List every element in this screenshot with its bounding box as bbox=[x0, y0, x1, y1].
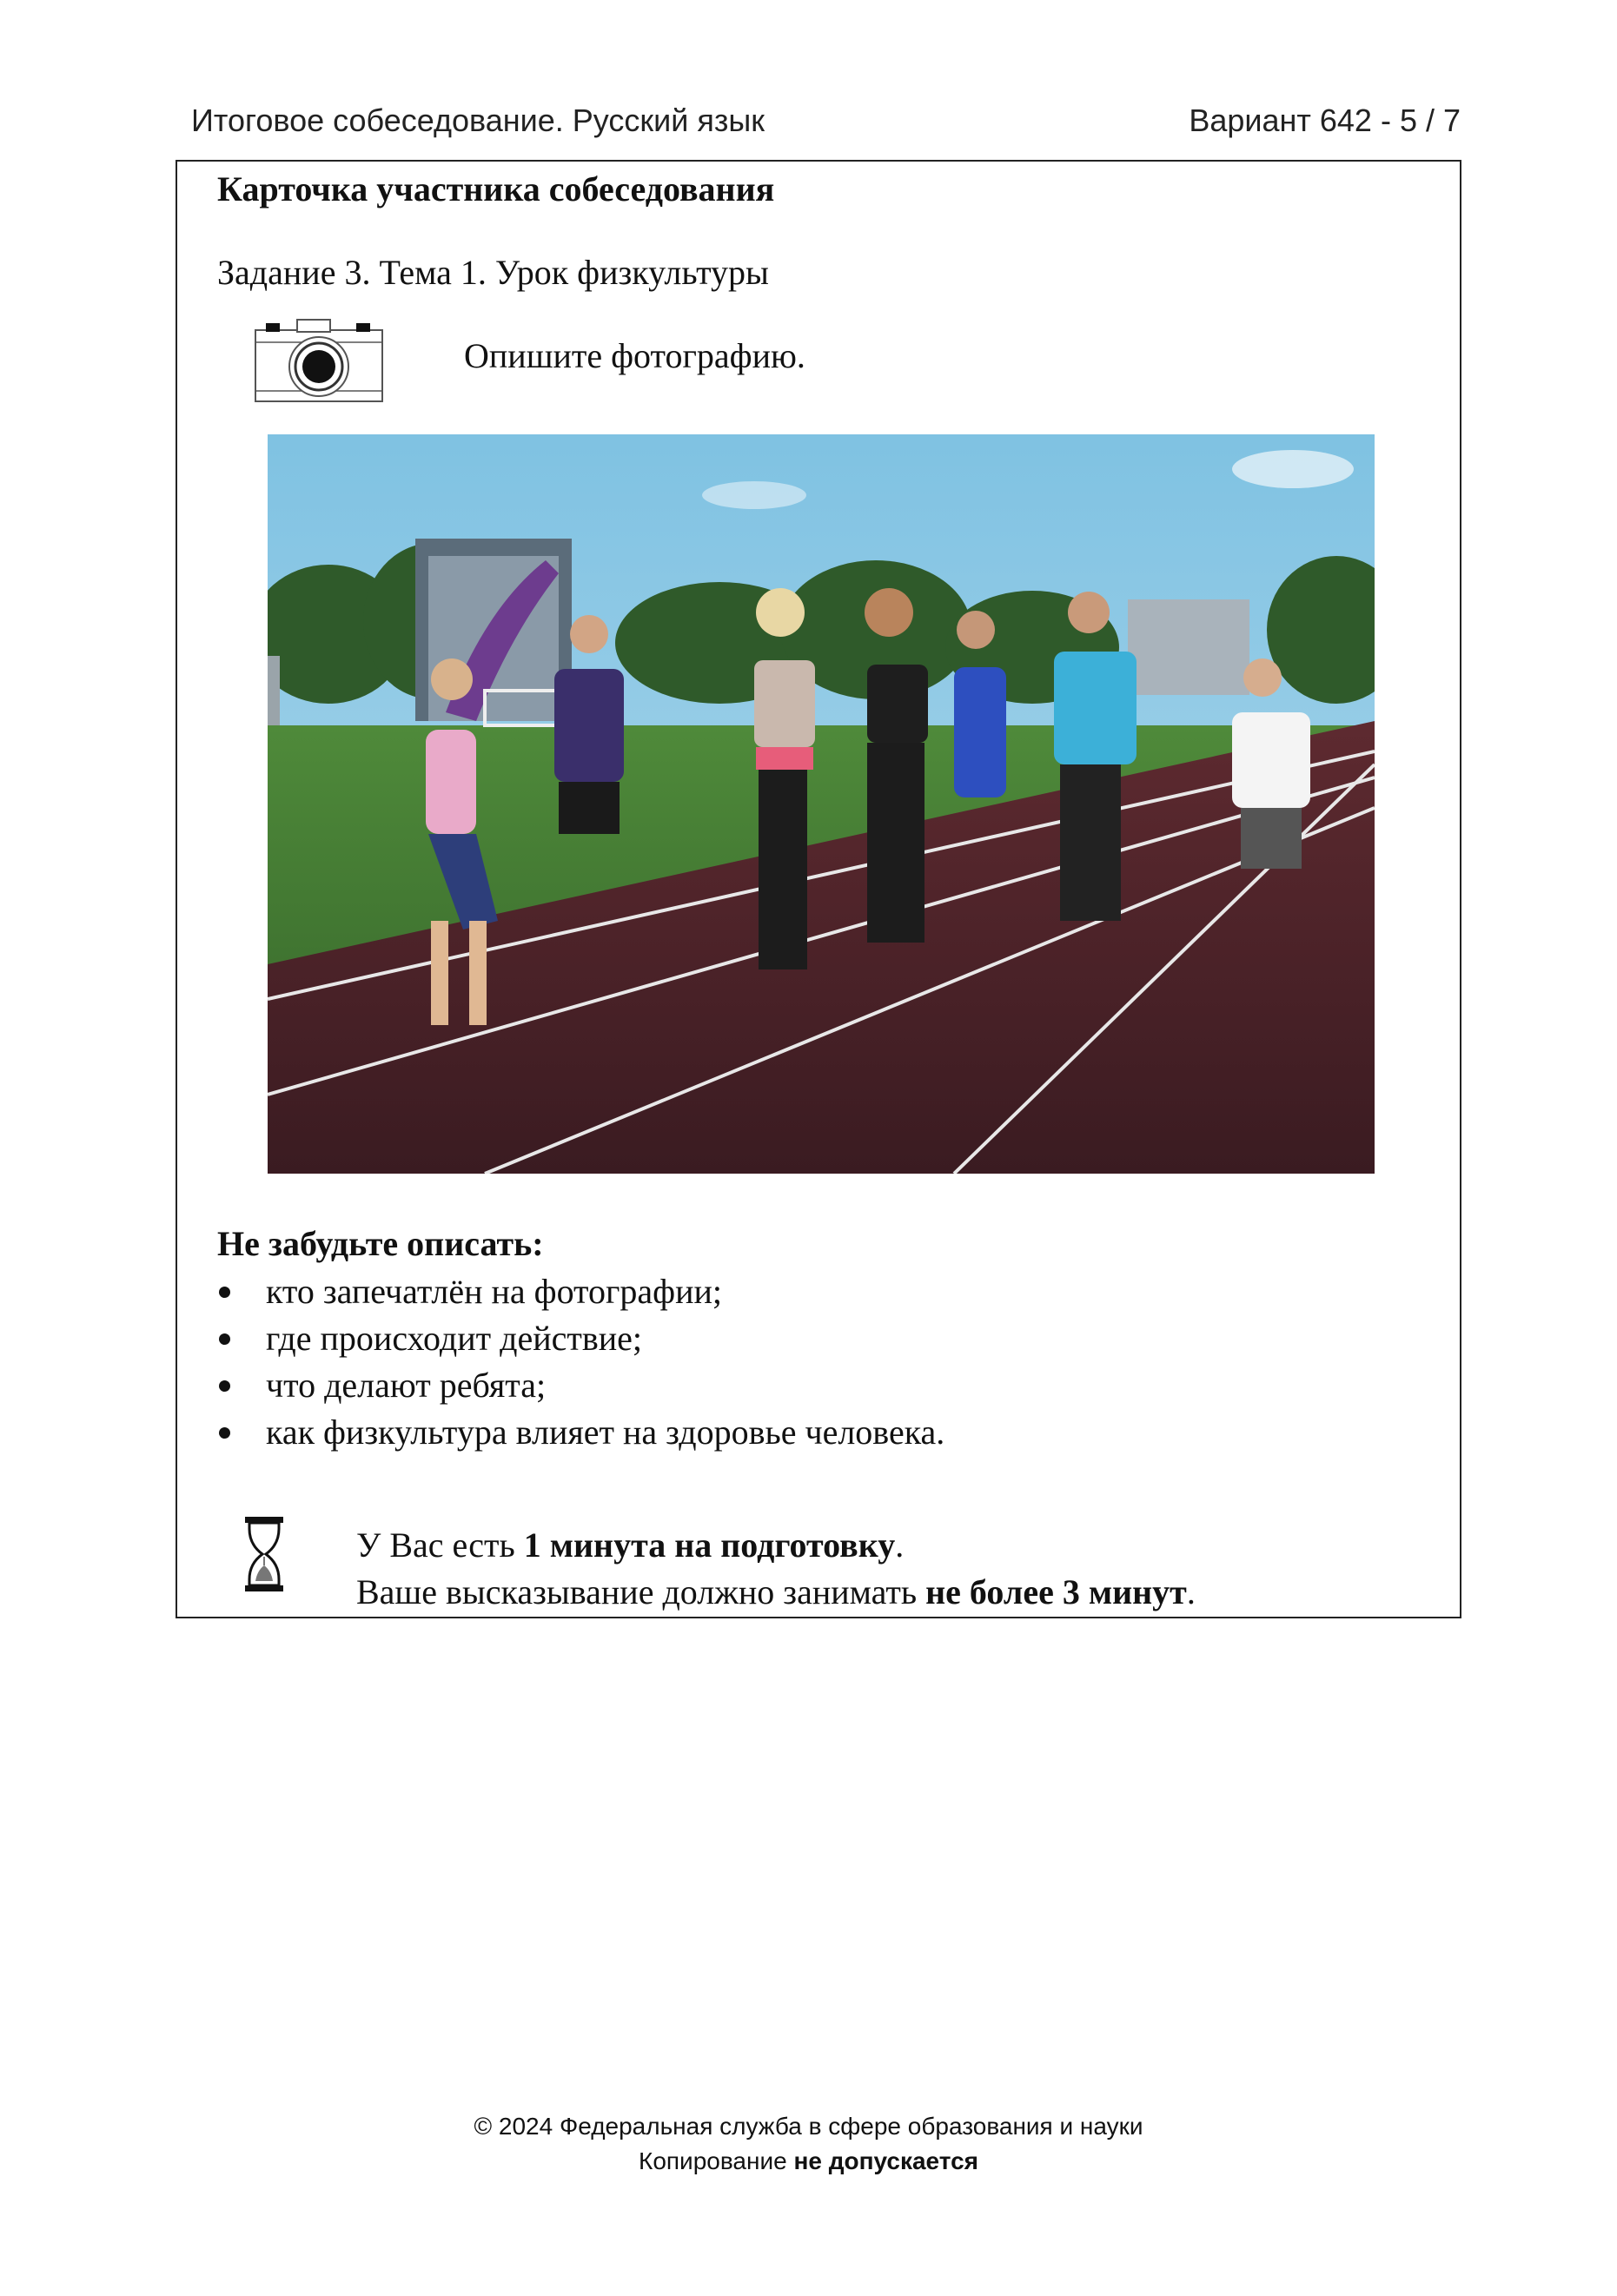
photo-instruction: Опишите фотографию. bbox=[464, 336, 805, 375]
list-item: где происходит действие; bbox=[217, 1315, 944, 1362]
list-item: как физкультура влияет на здоровье человека. bbox=[217, 1409, 944, 1456]
list-item: что делают ребята; bbox=[217, 1362, 944, 1409]
hourglass-icon bbox=[245, 1517, 283, 1591]
task-topic: Задание 3. Тема 1. Урок физкультуры bbox=[217, 253, 769, 292]
list-item: кто запечатлён на фотографии; bbox=[217, 1268, 944, 1315]
checklist bbox=[217, 1268, 944, 1456]
footer-copy-notice: Копирование не допускается bbox=[639, 2147, 978, 2174]
timing-info bbox=[356, 1522, 1196, 1616]
footer-copyright: © 2024 Федеральная служба в сфере образования и науки bbox=[474, 2113, 1143, 2140]
camera-icon bbox=[254, 316, 384, 403]
bullet-icon bbox=[219, 1427, 230, 1439]
bullet-icon bbox=[219, 1380, 230, 1392]
page-header-title: Итоговое собеседование. Русский язык bbox=[191, 103, 765, 138]
running-students-photo bbox=[268, 434, 1375, 1174]
bullet-icon bbox=[219, 1287, 230, 1298]
prep-time-line: У Вас есть 1 минута на подготовку. bbox=[356, 1525, 905, 1565]
page-header-variant: Вариант 642 - 5 / 7 bbox=[1189, 103, 1461, 138]
card-title: Карточка участника собеседования bbox=[217, 169, 775, 208]
participant-card bbox=[176, 160, 1461, 1618]
remember-heading: Не забудьте описать: bbox=[217, 1224, 544, 1263]
bullet-icon bbox=[219, 1333, 230, 1345]
answer-time-line: Ваше высказывание должно занимать не более 3 минут. bbox=[356, 1572, 1196, 1611]
